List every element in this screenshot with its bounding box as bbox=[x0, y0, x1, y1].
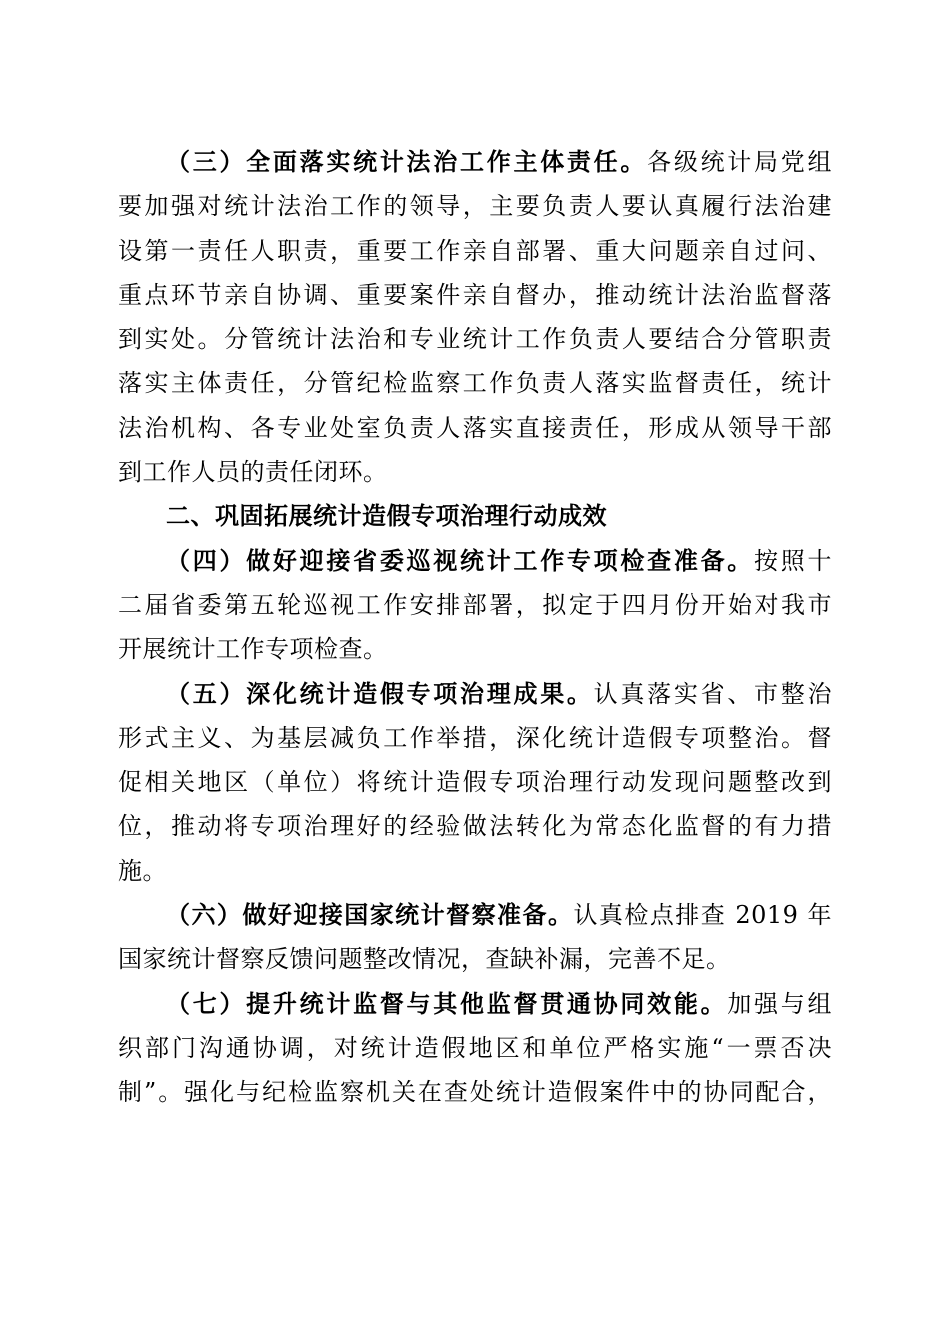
paragraph-line: 落实主体责任，分管纪检监察工作负责人落实监督责任，统计 bbox=[118, 369, 832, 398]
item-5-title: （五）深化统计造假专项治理成果。 bbox=[166, 679, 594, 708]
paragraph-line: 形式主义、为基层减负工作举措，深化统计造假专项整治。督 bbox=[118, 723, 832, 752]
item-7-text: 加强与组 bbox=[727, 989, 832, 1018]
item-3-title: （三）全面落实统计法治工作主体责任。 bbox=[166, 148, 648, 176]
item-3-text: 各级统计局党组 bbox=[647, 148, 832, 176]
item-5-text: 认真落实省、市整治 bbox=[593, 679, 833, 708]
paragraph-line: 重点环节亲自协调、重要案件亲自督办，推动统计法治监督落 bbox=[118, 280, 832, 309]
paragraph-line: 位，推动将专项治理好的经验做法转化为常态化监督的有力措 bbox=[118, 812, 832, 841]
paragraph-line: 施。 bbox=[118, 856, 167, 885]
paragraph-line: 要加强对统计法治工作的领导，主要负责人要认真履行法治建 bbox=[118, 192, 832, 221]
item-4-text: 按照十 bbox=[754, 546, 833, 575]
paragraph-line: 法治机构、各专业处室负责人落实直接责任，形成从领导干部 bbox=[118, 413, 832, 442]
line-section-3-heading bbox=[118, 140, 832, 184]
item-6-title: （六）做好迎接国家统计督察准备。 bbox=[166, 901, 574, 930]
paragraph-line: 织部门沟通协调，对统计造假地区和单位严格实施“一票否决 bbox=[118, 1033, 832, 1062]
line-item-5 bbox=[118, 672, 832, 716]
item-6-text: 认真检点排查 2019 年 bbox=[573, 901, 832, 930]
line-item-6 bbox=[118, 893, 832, 937]
paragraph-line: 促相关地区（单位）将统计造假专项治理行动发现问题整改到 bbox=[118, 768, 832, 797]
paragraph-line: 设第一责任人职责，重要工作亲自部署、重大问题亲自过问、 bbox=[118, 236, 832, 265]
line-item-7 bbox=[118, 982, 832, 1026]
paragraph-line: 二届省委第五轮巡视工作安排部署，拟定于四月份开始对我市 bbox=[118, 590, 832, 619]
line-item-4 bbox=[118, 539, 832, 583]
paragraph-line: 国家统计督察反馈问题整改情况，查缺补漏，完善不足。 bbox=[118, 945, 731, 974]
section-2-heading: 二、巩固拓展统计造假专项治理行动成效 bbox=[166, 502, 607, 531]
item-7-title: （七）提升统计监督与其他监督贯通协同效能。 bbox=[166, 989, 728, 1018]
paragraph-line: 制”。强化与纪检监察机关在查处统计造假案件中的协同配合， bbox=[118, 1078, 832, 1107]
paragraph-line: 到实处。分管统计法治和专业统计工作负责人要结合分管职责 bbox=[118, 325, 832, 354]
paragraph-line: 到工作人员的责任闭环。 bbox=[118, 458, 388, 487]
paragraph-line: 开展统计工作专项检查。 bbox=[118, 635, 388, 664]
document-page bbox=[118, 140, 832, 1115]
item-4-title: （四）做好迎接省委巡视统计工作专项检查准备。 bbox=[166, 546, 755, 575]
